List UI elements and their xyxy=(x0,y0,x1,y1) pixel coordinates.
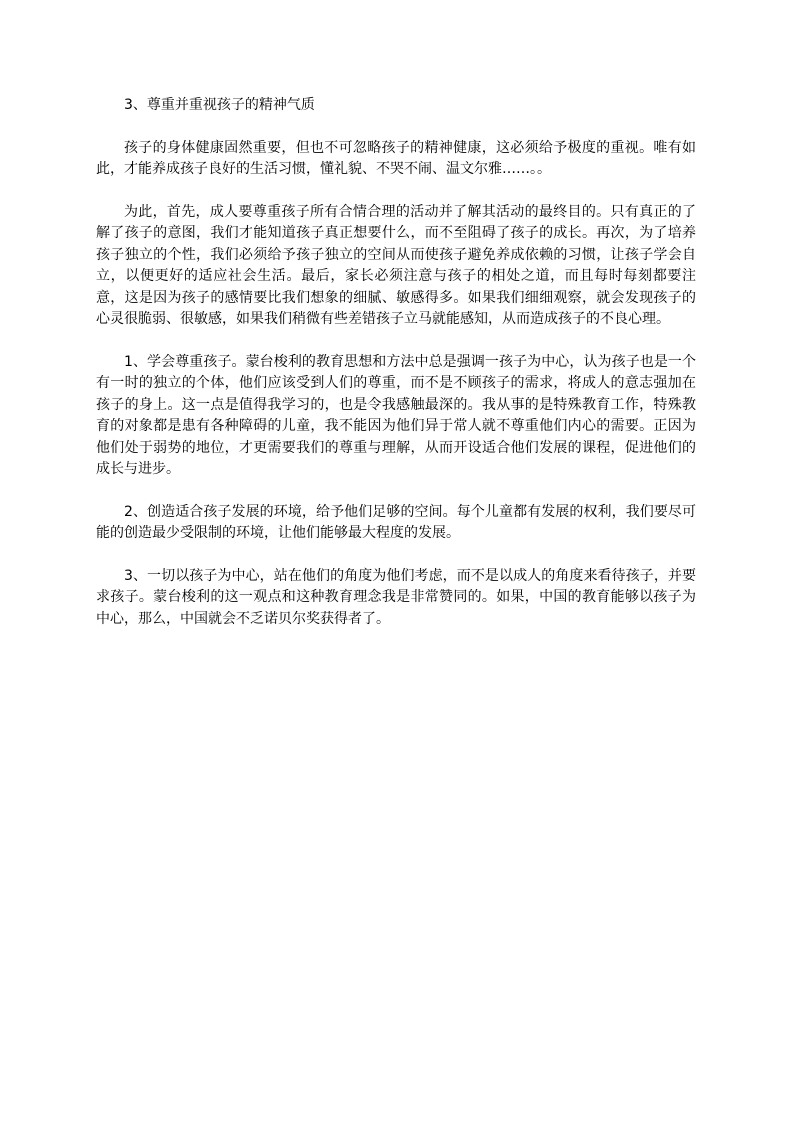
paragraph-spiritual-health: 孩子的身体健康固然重要，但也不可忽略孩子的精神健康，这必须给予极度的重视。唯有如此，才能养成孩子良好的生活习惯，懂礼貌、不哭不闹、温文尔雅……。。 xyxy=(96,139,696,177)
paragraph-child-centered: 3、一切以孩子为中心，站在他们的角度为他们考虑，而不是以成人的角度来看待孩子，并要求孩子。蒙台梭利的这一观点和这种教育理念我是非常赞同的。如果，中国的教育能够以孩子为中心，那么，中国就会不乏诺贝尔奖获得者了。 xyxy=(96,567,696,627)
paragraph-environment: 2、创造适合孩子发展的环境，给予他们足够的空间。每个儿童都有发展的权利，我们要尽可能的创造最少受限制的环境，让他们能够最大程度的发展。 xyxy=(96,503,696,541)
section-heading: 3、尊重并重视孩子的精神气质 xyxy=(124,97,315,113)
paragraph-learn-respect: 1、学会尊重孩子。蒙台梭利的教育思想和方法中总是强调一孩子为中心，认为孩子也是一个有一时的独立的个体，他们应该受到人们的尊重，而不是不顾孩子的需求，将成人的意志强加在孩子的身上。这一点是值得我学习的，也是令我感触最深的。我从事的是特殊教育工作，特殊教育的对象都是患有各种障碍的儿童，我不能因为他们异于常人就不尊重他们内心的需要。正因为他们处于弱势的地位，才更需要我们的尊重与理解，从而开设适合他们发展的课程，促进他们的成长与进步。 xyxy=(96,353,696,477)
document-body xyxy=(96,95,696,651)
paragraph-respect-activities: 为此，首先，成人要尊重孩子所有合情合理的活动并了解其活动的最终目的。只有真正的了解了孩子的意图，我们才能知道孩子真正想要什么，而不至阻碍了孩子的成长。再次，为了培养孩子独立的个性，我们必须给予孩子独立的空间从而使孩子避免养成依赖的习惯，让孩子学会自立，以便更好的适应社会生活。最后，家长必须注意与孩子的相处之道，而且每时每刻都要注意，这是因为孩子的感情要比我们想象的细腻、敏感得多。如果我们细细观察，就会发现孩子的心灵很脆弱、很敏感，如果我们稍微有些差错孩子立马就能感知，从而造成孩子的不良心理。 xyxy=(96,203,696,327)
